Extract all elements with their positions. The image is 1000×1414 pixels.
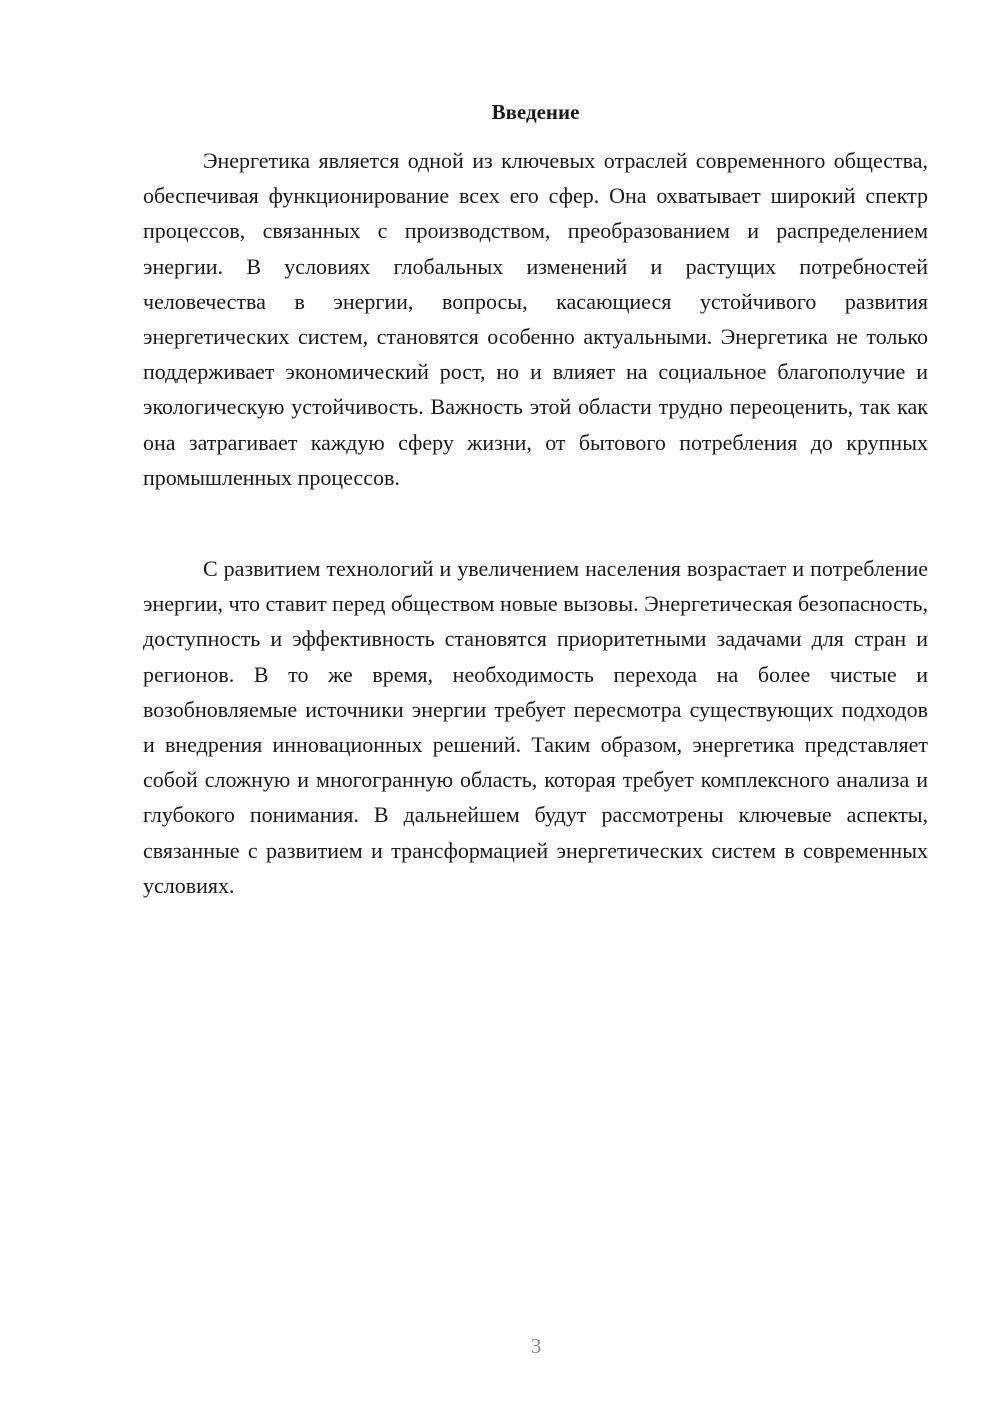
section-heading: Введение [491, 100, 580, 124]
page-number: 3 [530, 1334, 542, 1358]
paragraph-1: Энергетика является одной из ключевых отраслей современного общества, обеспечивая функционирование всех его сфер. Она охватывает широкий спектр процессов, связанных с производством, преобразованием и распределением энергии. В условиях глобальных изменений и растущих потребностей человечества в энергии, вопросы, касающиеся устойчивого развития энергетических систем, становятся особенно актуальными. Энергетика не только поддерживает экономический рост, но и влияет на социальное благополучие и экологическую устойчивость. Важность этой области трудно переоценить, так как она затрагивает каждую сферу жизни, от бытового потребления до крупных промышленных процессов. [143, 148, 928, 490]
paragraph-2: С развитием технологий и увеличением населения возрастает и потребление энергии, что ставит перед обществом новые вызовы. Энергетическая безопасность, доступность и эффективность становятся приоритетными задачами для стран и регионов. В то же время, необходимость перехода на более чистые и возобновляемые источники энергии требует пересмотра существующих подходов и внедрения инновационных решений. Таким образом, энергетика представляет собой сложную и многогранную область, которая требует комплексного анализа и глубокого понимания. В дальнейшем будут рассмотрены ключевые аспекты, связанные с развитием и трансформацией энергетических систем в современных условиях. [143, 556, 928, 898]
